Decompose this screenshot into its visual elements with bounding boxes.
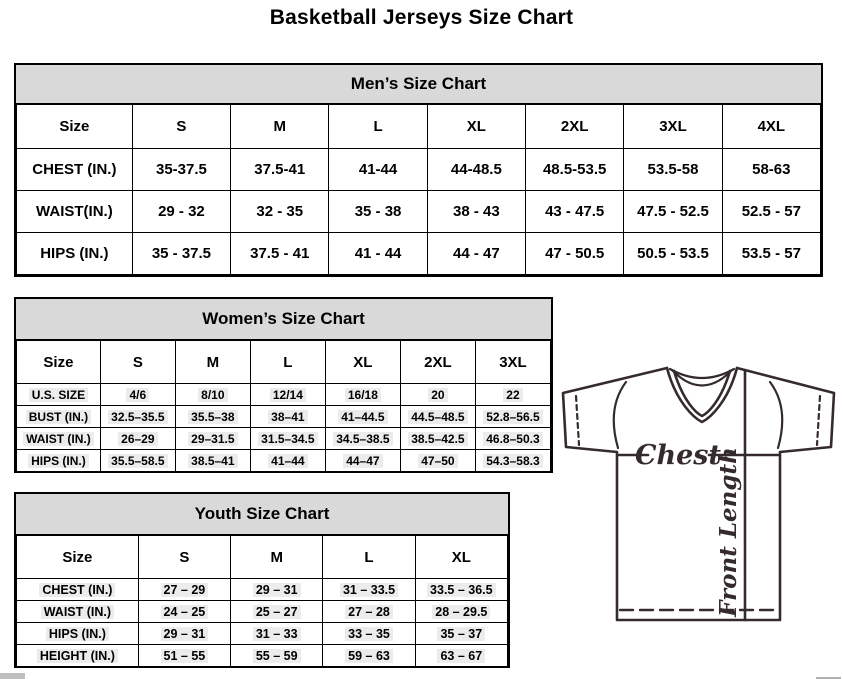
column-header: M [175,341,250,384]
highlighted-text: 28 – 29.5 [432,605,490,619]
highlighted-text: 41–44.5 [338,410,387,424]
size-cell [175,428,250,450]
size-cell [400,428,475,450]
size-cell: 38 - 43 [427,191,525,233]
column-header: 3XL [624,105,722,149]
highlighted-text: 35.5–58.5 [108,454,167,468]
column-header: XL [427,105,525,149]
highlighted-text: 44–47 [343,454,382,468]
size-cell [415,601,507,623]
size-cell [400,450,475,472]
highlighted-text: 26–29 [118,432,157,446]
highlighted-text: 8/10 [198,388,227,402]
highlighted-text: 29 – 31 [253,583,301,597]
highlighted-text: 55 – 59 [253,649,301,663]
size-cell: 48.5-53.5 [526,149,624,191]
size-cell: 35-37.5 [132,149,230,191]
size-cell: 41-44 [329,149,427,191]
size-cell [323,579,415,601]
table-row [17,645,508,667]
size-cell [138,601,230,623]
column-header: L [329,105,427,149]
highlighted-text: 38–41 [268,410,307,424]
row-label [17,428,101,450]
size-cell: 53.5-58 [624,149,722,191]
size-cell [100,384,175,406]
highlighted-text: 33 – 35 [345,627,393,641]
size-header-row [17,105,821,149]
highlighted-text: CHEST (IN.) [39,583,115,597]
table-row [17,384,551,406]
size-cell: 29 - 32 [132,191,230,233]
highlighted-text: HIPS (IN.) [46,627,109,641]
highlighted-text: WAIST (IN.) [41,605,114,619]
size-cell [475,384,550,406]
highlighted-text: 46.8–50.3 [483,432,542,446]
jersey-outline [563,368,834,620]
highlighted-text: 47–50 [418,454,457,468]
column-header: 2XL [400,341,475,384]
size-cell [175,406,250,428]
size-cell: 37.5-41 [231,149,329,191]
right-armhole-seam [770,382,782,448]
size-cell [175,450,250,472]
size-cell [325,450,400,472]
size-cell [250,450,325,472]
size-cell: 52.5 - 57 [722,191,820,233]
chest-label: Chest [635,440,721,471]
size-cell [325,406,400,428]
size-cell [475,428,550,450]
size-cell: 58-63 [722,149,820,191]
size-cell [138,645,230,667]
size-cell: 35 - 38 [329,191,427,233]
highlighted-text: 35 – 37 [437,627,485,641]
table-row [17,406,551,428]
row-label: CHEST (IN.) [17,149,133,191]
highlighted-text: 52.8–56.5 [483,410,542,424]
size-header-row [17,341,551,384]
size-cell: 32 - 35 [231,191,329,233]
highlighted-text: 20 [428,388,447,402]
column-header: XL [415,536,507,579]
row-label [17,406,101,428]
size-cell [415,645,507,667]
column-header: L [250,341,325,384]
highlighted-text: U.S. SIZE [29,388,88,402]
highlighted-text: 38.5–41 [188,454,237,468]
highlighted-text: 31.5–34.5 [258,432,317,446]
mens-size-table [16,104,821,275]
row-label [17,384,101,406]
size-cell [250,406,325,428]
page-title: Basketball Jerseys Size Chart [269,6,574,29]
highlighted-text: 12/14 [270,388,306,402]
size-cell [250,384,325,406]
row-label [17,450,101,472]
table-row [17,191,821,233]
size-cell [100,406,175,428]
size-cell [231,601,323,623]
column-header: Size [17,536,139,579]
size-cell: 41 - 44 [329,233,427,275]
highlighted-text: WAIST (IN.) [23,432,94,446]
column-header: 3XL [475,341,550,384]
size-cell [231,579,323,601]
size-cell [415,579,507,601]
youth-chart-header: Youth Size Chart [16,494,508,535]
highlighted-text: 16/18 [345,388,381,402]
size-header-row [17,536,508,579]
column-header: Size [17,341,101,384]
highlighted-text: 29–31.5 [188,432,237,446]
front-length-label: Front Length [715,447,742,617]
highlighted-text: 4/6 [126,388,149,402]
size-cell [323,623,415,645]
size-cell [100,450,175,472]
right-cuff-dashed-line [817,396,820,445]
column-header: 4XL [722,105,820,149]
column-header: Size [17,105,133,149]
row-label [17,601,139,623]
highlighted-text: 22 [503,388,522,402]
highlighted-text: HEIGHT (IN.) [37,649,118,663]
row-label [17,645,139,667]
size-cell [415,623,507,645]
womens-size-table [16,340,551,472]
size-cell [400,406,475,428]
size-cell: 47.5 - 52.5 [624,191,722,233]
womens-size-chart-panel [14,297,553,473]
highlighted-text: 31 – 33.5 [340,583,398,597]
column-header: S [138,536,230,579]
mens-chart-header: Men’s Size Chart [16,65,821,104]
size-cell: 37.5 - 41 [231,233,329,275]
highlighted-text: 34.5–38.5 [333,432,392,446]
size-cell [138,623,230,645]
size-cell [175,384,250,406]
youth-size-table [16,535,508,667]
column-header: L [323,536,415,579]
size-cell [325,384,400,406]
size-cell [100,428,175,450]
highlighted-text: 27 – 29 [161,583,209,597]
size-cell: 43 - 47.5 [526,191,624,233]
size-cell: 44 - 47 [427,233,525,275]
womens-chart-header: Women’s Size Chart [16,299,551,340]
left-armhole-seam [614,382,626,448]
table-row [17,233,821,275]
size-cell [323,645,415,667]
highlighted-text: 33.5 – 36.5 [427,583,496,597]
column-header: XL [325,341,400,384]
size-cell [250,428,325,450]
table-row [17,450,551,472]
highlighted-text: 51 – 55 [161,649,209,663]
column-header: 2XL [526,105,624,149]
size-cell: 53.5 - 57 [722,233,820,275]
row-label [17,623,139,645]
table-row [17,623,508,645]
size-cell: 47 - 50.5 [526,233,624,275]
highlighted-text: HIPS (IN.) [28,454,89,468]
size-cell [323,601,415,623]
cropped-fragment-bottom-left [0,673,25,679]
highlighted-text: 59 – 63 [345,649,393,663]
jersey-diagram [556,360,840,624]
column-header: M [231,536,323,579]
size-cell: 50.5 - 53.5 [624,233,722,275]
size-cell [231,645,323,667]
size-cell [231,623,323,645]
size-cell [400,384,475,406]
size-cell [325,428,400,450]
size-cell [475,406,550,428]
size-cell: 35 - 37.5 [132,233,230,275]
row-label: WAIST(IN.) [17,191,133,233]
table-row [17,601,508,623]
table-row [17,149,821,191]
column-header: S [132,105,230,149]
highlighted-text: 32.5–35.5 [108,410,167,424]
size-cell [138,579,230,601]
table-row [17,579,508,601]
highlighted-text: BUST (IN.) [26,410,91,424]
highlighted-text: 44.5–48.5 [408,410,467,424]
row-label [17,579,139,601]
table-row [17,428,551,450]
highlighted-text: 27 – 28 [345,605,393,619]
highlighted-text: 24 – 25 [161,605,209,619]
highlighted-text: 41–44 [268,454,307,468]
row-label: HIPS (IN.) [17,233,133,275]
size-cell: 44-48.5 [427,149,525,191]
highlighted-text: 29 – 31 [161,627,209,641]
mens-size-chart-panel [14,63,823,277]
column-header: S [100,341,175,384]
left-cuff-dashed-line [576,396,579,445]
highlighted-text: 54.3–58.3 [483,454,542,468]
highlighted-text: 25 – 27 [253,605,301,619]
highlighted-text: 63 – 67 [437,649,485,663]
highlighted-text: 35.5–38 [188,410,237,424]
youth-size-chart-panel [14,492,510,668]
column-header: M [231,105,329,149]
highlighted-text: 31 – 33 [253,627,301,641]
size-cell [475,450,550,472]
highlighted-text: 38.5–42.5 [408,432,467,446]
